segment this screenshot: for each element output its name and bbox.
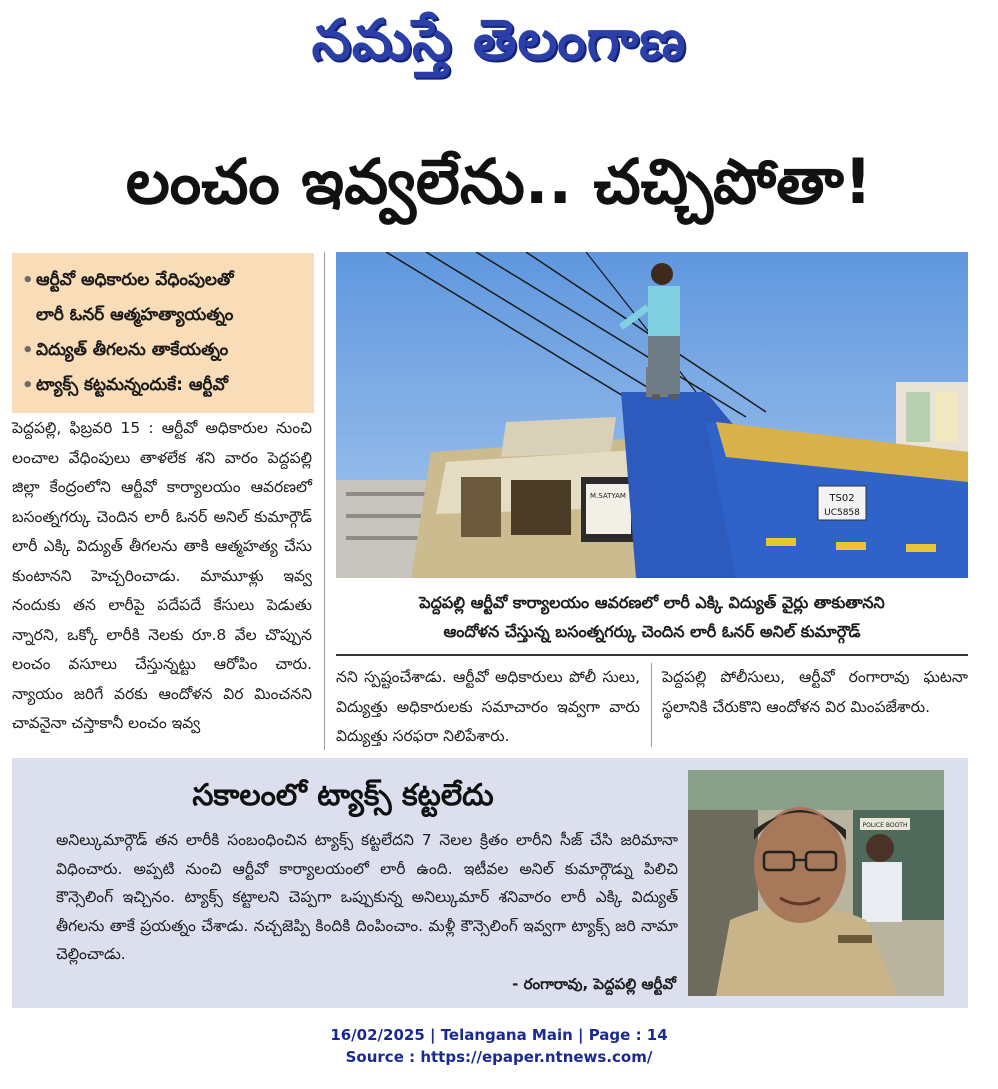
police-sign: POLICE BOOTH bbox=[862, 822, 908, 829]
footer-source: Source : https://epaper.ntnews.com/ bbox=[345, 1048, 653, 1066]
highlight-item: • విద్యుత్ తీగలను తాకేయత్నం bbox=[22, 333, 306, 368]
article-column-2: నని స్పష్టంచేశాడు. ఆర్టీవో అధికారులు పోలీ సులు, విద్యుత్తు అధికారులకు సమాచారం ఇవ్వగా వారు విద్యుత్తు సరఫరా నిలిపేశారు. bbox=[336, 668, 640, 745]
masthead-logo: నమస్తే తెలంగాణ bbox=[311, 8, 687, 73]
footer bbox=[0, 1024, 998, 1068]
officer-portrait bbox=[688, 770, 944, 996]
photo-caption bbox=[336, 588, 968, 646]
article-column-1: పెద్దపల్లి, ఫిబ్రవరి 15 : ఆర్టీవో అధికారుల నుంచి లంచాల వేధింపులు తాళలేక శని వారం పెద్దపల్లి జిల్లా కేంద్రంలోని ఆర్టీవో కార్యాలయం ఆవరణలో బసంత్నగర్కు చెందిన లారీ ఓనర్ అనిల్ కుమార్గౌడ్ లారీ ఎక్కి విద్యుత్ తీగలను తాకి ఆత్మహత్య చేసు కుంటానని హెచ్చరించాడు. మామూళ్లు ఇవ్వ నందుకు తన లారీపై పదేపదే కేసులు పెడుతు న్నారని, ఒక్కో లారీకి నెలకు రూ.8 వేల చొప్పున లంచం వసూలు చేస్తున్నట్టు ఆరోపిం చారు. న్యాయం జరిగే వరకు ఆందోళన విర మించనని చావనైనా చస్తాకానీ లంచం ఇవ్వ bbox=[12, 419, 312, 732]
highlight-item: లారీ ఓనర్ ఆత్మహత్యాయత్నం bbox=[36, 305, 234, 325]
caption-divider bbox=[336, 654, 968, 656]
lorry-photo-illustration bbox=[336, 252, 968, 578]
column-divider bbox=[651, 663, 652, 747]
plate-line-1: TS02 bbox=[829, 493, 855, 504]
highlight-item: • ఆర్టీవో అధికారుల వేధింపులతో bbox=[22, 263, 306, 298]
sidebar-body: అనిల్కుమార్గౌడ్ తన లారీకి సంబంధించిన ట్యాక్స్ కట్టలేదని 7 నెలల క్రితం లారీని సీజ్ చేసి జరిమానా విధించారు. అప్పటి నుంచి ఆర్టీవో కార్యాలయంలో లారీ ఉంది. ఇటీవల అనిల్ కుమార్గౌడ్ను పిలిచి కౌన్సెలింగ్ ఇచ్చినం. ట్యాక్స్ కట్టాలని చెప్పగా ఒప్పుకున్న అనిల్కుమార్ శనివారం లారీ ఎక్కి విద్యుత్ తీగలను తాకే ప్రయత్నం చేశాడు. నచ్చజెప్పి కిందికి దింపించాం. మళ్లీ కౌన్సెలింగ్ ఇవ్వగా ట్యాక్స్ జరి నామా చెల్లించాడు. bbox=[56, 831, 678, 963]
column-divider bbox=[324, 252, 325, 750]
sidebar-title: సకాలంలో ట్యాక్స్ కట్టలేదు bbox=[192, 778, 494, 813]
bullet-icon: • bbox=[22, 340, 34, 361]
sidebar-signature: - రంగారావు, పెద్దపల్లి ఆర్టీవో bbox=[512, 975, 676, 993]
portrait-illustration bbox=[688, 770, 944, 996]
caption-line-2: ఆందోళన చేస్తున్న బసంత్నగర్కు చెందిన లారీ ఓనర్ అనిల్ కుమార్గౌడ్ bbox=[443, 622, 861, 641]
highlight-item: • ట్యాక్స్ కట్టమన్నందుకే: ఆర్టీవో bbox=[22, 368, 306, 403]
footer-date-page: 16/02/2025 | Telangana Main | Page : 14 bbox=[330, 1026, 668, 1044]
cab-text: M.SATYAM bbox=[590, 492, 626, 500]
bullet-icon: • bbox=[22, 270, 34, 291]
bullet-icon: • bbox=[22, 375, 34, 396]
headline: లంచం ఇవ్వలేను.. చచ్చిపోతా! bbox=[125, 145, 873, 218]
caption-line-1: పెద్దపల్లి ఆర్టీవో కార్యాలయం ఆవరణలో లారీ ఎక్కి విద్యుత్ వైర్లు తాకుతానని bbox=[419, 593, 885, 612]
highlights-box bbox=[12, 253, 314, 413]
article-column-3: పెద్దపల్లి పోలీసులు, ఆర్టీవో రంగారావు ఘటనా స్థలానికి చేరుకొని ఆందోళన విర మింపజేశారు. bbox=[662, 668, 968, 716]
news-photo bbox=[336, 252, 968, 578]
plate-line-2: UC5858 bbox=[824, 508, 860, 518]
